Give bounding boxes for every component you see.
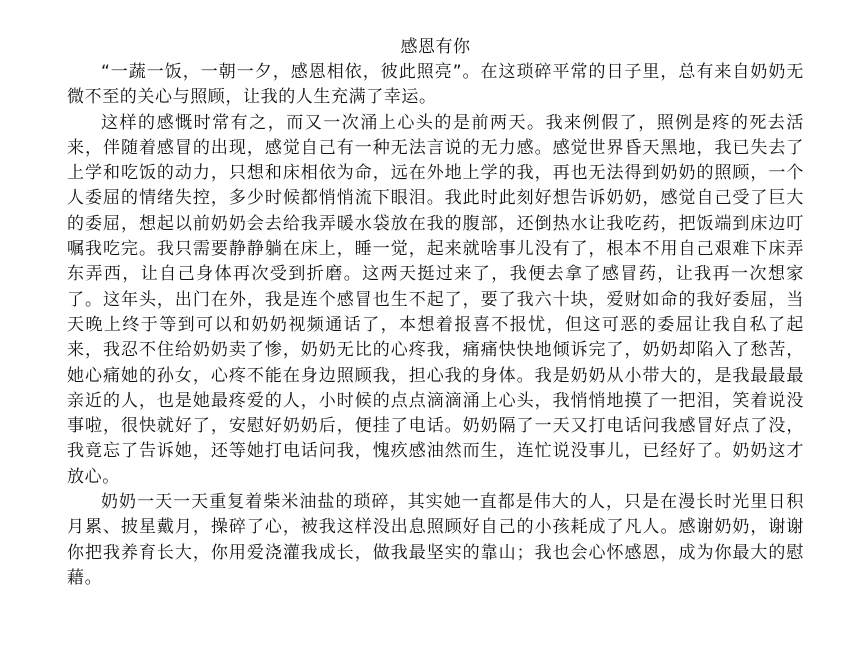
paragraph-2: 这样的感慨时常有之，而又一次涌上心头的是前两天。我来例假了，照例是疼的死去活来，伴随着感冒的出现，感觉自己有一种无法言说的无力感。感觉世界昏天黑地，我已失去了上学和吃饭的动力，只想和床相依为命，远在外地上学的我，再也无法得到奶奶的照顾，一个人委屈的情绪失控，多少时候都悄悄流下眼泪。我此时此刻好想告诉奶奶，感觉自己受了巨大的委屈，想起以前奶奶会去给我弄暖水袋放在我的腹部，还倒热水让我吃药，把饭端到床边叮嘱我吃完。我只需要静静躺在床上，睡一觉，起来就啥事儿没有了，根本不用自己艰难下床弄东弄西，让自己身体再次受到折磨。这两天挺过来了，我便去拿了感冒药，让我再一次想家了。这年头，出门在外，我是连个感冒也生不起了，要了我六十块，爱财如命的我好委屈，当天晚上终于等到可以和奶奶视频通话了，本想着报喜不报忧，但这可恶的委屈让我自私了起来，我忍不住给奶奶卖了惨，奶奶无比的心疼我，痛痛快快地倾诉完了，奶奶却陷入了愁苦，她心痛她的孙女，心疼不能在身边照顾我，担心我的身体。我是奶奶从小带大的，是我最最最亲近的人，也是她最疼爱的人，小时候的点点滴滴涌上心头，我悄悄地摸了一把泪，笑着说没事啦，很快就好了，安慰好奶奶后，便挂了电话。奶奶隔了一天又打电话问我感冒好点了没，我竟忘了告诉她，还等她打电话问我，愧疚感油然而生，连忙说没事儿，已经好了。奶奶这才放心。 — [67, 112, 804, 487]
paragraph-3: 奶奶一天一天重复着柴米油盐的琐碎，其实她一直都是伟大的人，只是在漫长时光里日积月累、披星戴月，操碎了心，被我这样没出息照顾好自己的小孩耗成了凡人。感谢奶奶，谢谢你把我养育长大，你用爱浇灌我成长，做我最坚实的靠山；我也会心怀感恩，成为你最大的慰藉。 — [67, 492, 804, 588]
paragraph-1: “一蔬一饭，一朝一夕，感恩相依，彼此照亮”。在这琐碎平常的日子里，总有来自奶奶无微不至的关心与照顾，让我的人生充满了幸运。 — [67, 62, 804, 108]
essay-title: 感恩有你 — [400, 37, 471, 57]
